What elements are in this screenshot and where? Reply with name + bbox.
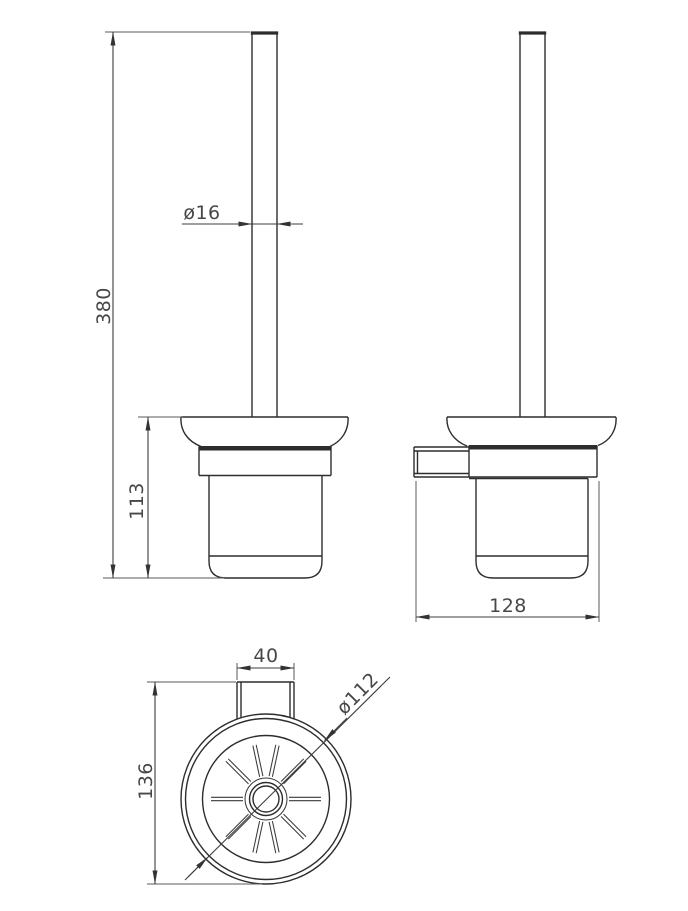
side-glass-cup [469,479,588,579]
dim-bracket-width-40 [237,645,294,680]
dimensions [93,32,599,884]
dim-overall-height-380 [93,32,250,578]
dim-depth-128 [416,481,599,622]
bristle-spoke-line [284,761,307,784]
front-glass-cup [209,476,322,579]
bristle-spoke-line [226,814,249,837]
dim-cup-height-113 [126,417,183,578]
dim-label-380: 380 [93,287,115,325]
dim-top-depth-136 [135,682,262,884]
dim-cup-diameter-112 [185,668,390,880]
dim-handle-diameter-16 [182,202,303,224]
bristle-spoke-line [256,822,263,853]
side-view [414,32,616,578]
front-collar [199,447,331,476]
dim-label-40: 40 [253,645,279,667]
top-view [181,682,351,884]
bristle-spoke-line [256,745,263,776]
side-handle-rod [520,32,545,417]
bristle-spoke-line [281,817,304,840]
bristle-spoke-line [253,821,260,852]
bristle-spoke-line [272,821,279,852]
dim-label-o112: ø112 [332,668,384,720]
dim-label-o16: ø16 [183,202,221,224]
bristle-spoke-line [228,759,251,782]
bristle-spoke-line [228,817,251,840]
bristle-spoke-line [269,822,276,853]
bristle-spoke-line [253,746,260,777]
side-flange [447,417,616,446]
bristle-spoke-line [272,746,279,777]
bristle-spoke-line [226,761,249,784]
dim-label-113: 113 [126,482,148,520]
dim-label-128: 128 [489,595,527,617]
side-wall-bracket [414,447,469,477]
bristle-spoke-line [284,814,307,837]
bristle-spoke-line [269,745,276,776]
dim-label-136: 136 [135,762,157,800]
front-collar-top-band [199,446,331,451]
side-collar [469,446,597,478]
front-flange [181,417,348,447]
side-collar-top-band [469,445,597,450]
bristle-spoke-line [281,759,304,782]
front-view [181,32,348,578]
